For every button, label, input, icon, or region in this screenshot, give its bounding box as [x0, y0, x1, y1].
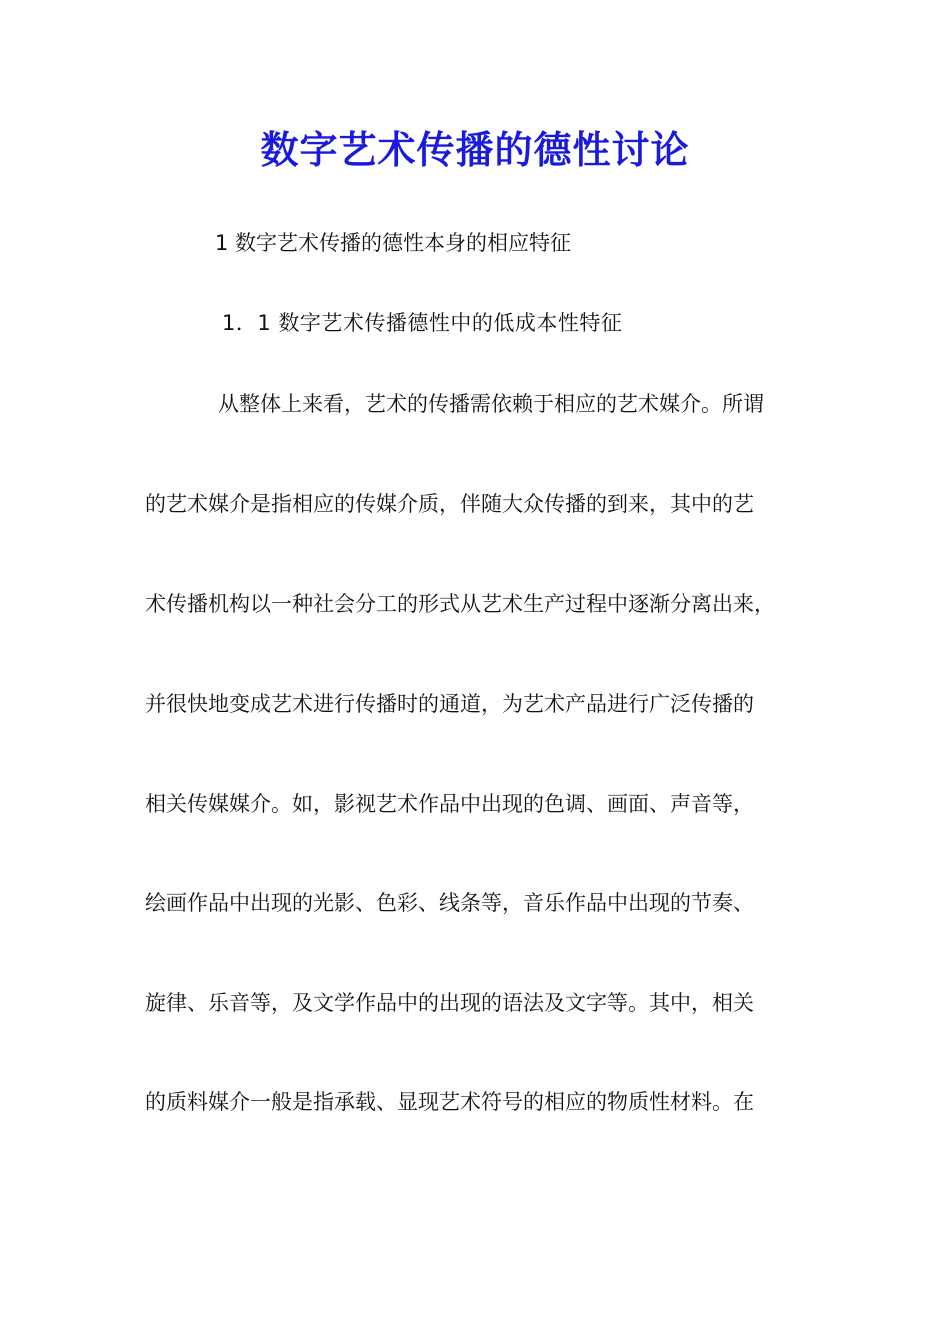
body-line-8: 的质料媒介一般是指承载、显现艺术符号的相应的物质性材料。在 — [145, 1090, 754, 1114]
body-line-1: 从整体上来看，艺术的传播需依赖于相应的艺术媒介。所谓 — [218, 392, 764, 416]
body-line-2: 的艺术媒介是指相应的传媒介质，伴随大众传播的到来，其中的艺 — [145, 492, 754, 516]
body-line-7: 旋律、乐音等，及文学作品中的出现的语法及文字等。其中，相关 — [145, 991, 754, 1015]
body-line-4: 并很快地变成艺术进行传播时的通道，为艺术产品进行广泛传播的 — [145, 692, 754, 716]
subsection-heading: 1．1 数字艺术传播德性中的低成本性特征 — [222, 311, 623, 335]
body-line-5: 相关传媒媒介。如，影视艺术作品中出现的色调、画面、声音等， — [145, 792, 754, 816]
body-line-3: 术传播机构以一种社会分工的形式从艺术生产过程中逐渐分离出来， — [145, 592, 775, 616]
section-heading: 1 数字艺术传播的德性本身的相应特征 — [215, 231, 572, 255]
document-title: 数字艺术传播的德性讨论 — [260, 128, 690, 172]
body-line-6: 绘画作品中出现的光影、色彩、线条等，音乐作品中出现的节奏、 — [145, 891, 754, 915]
